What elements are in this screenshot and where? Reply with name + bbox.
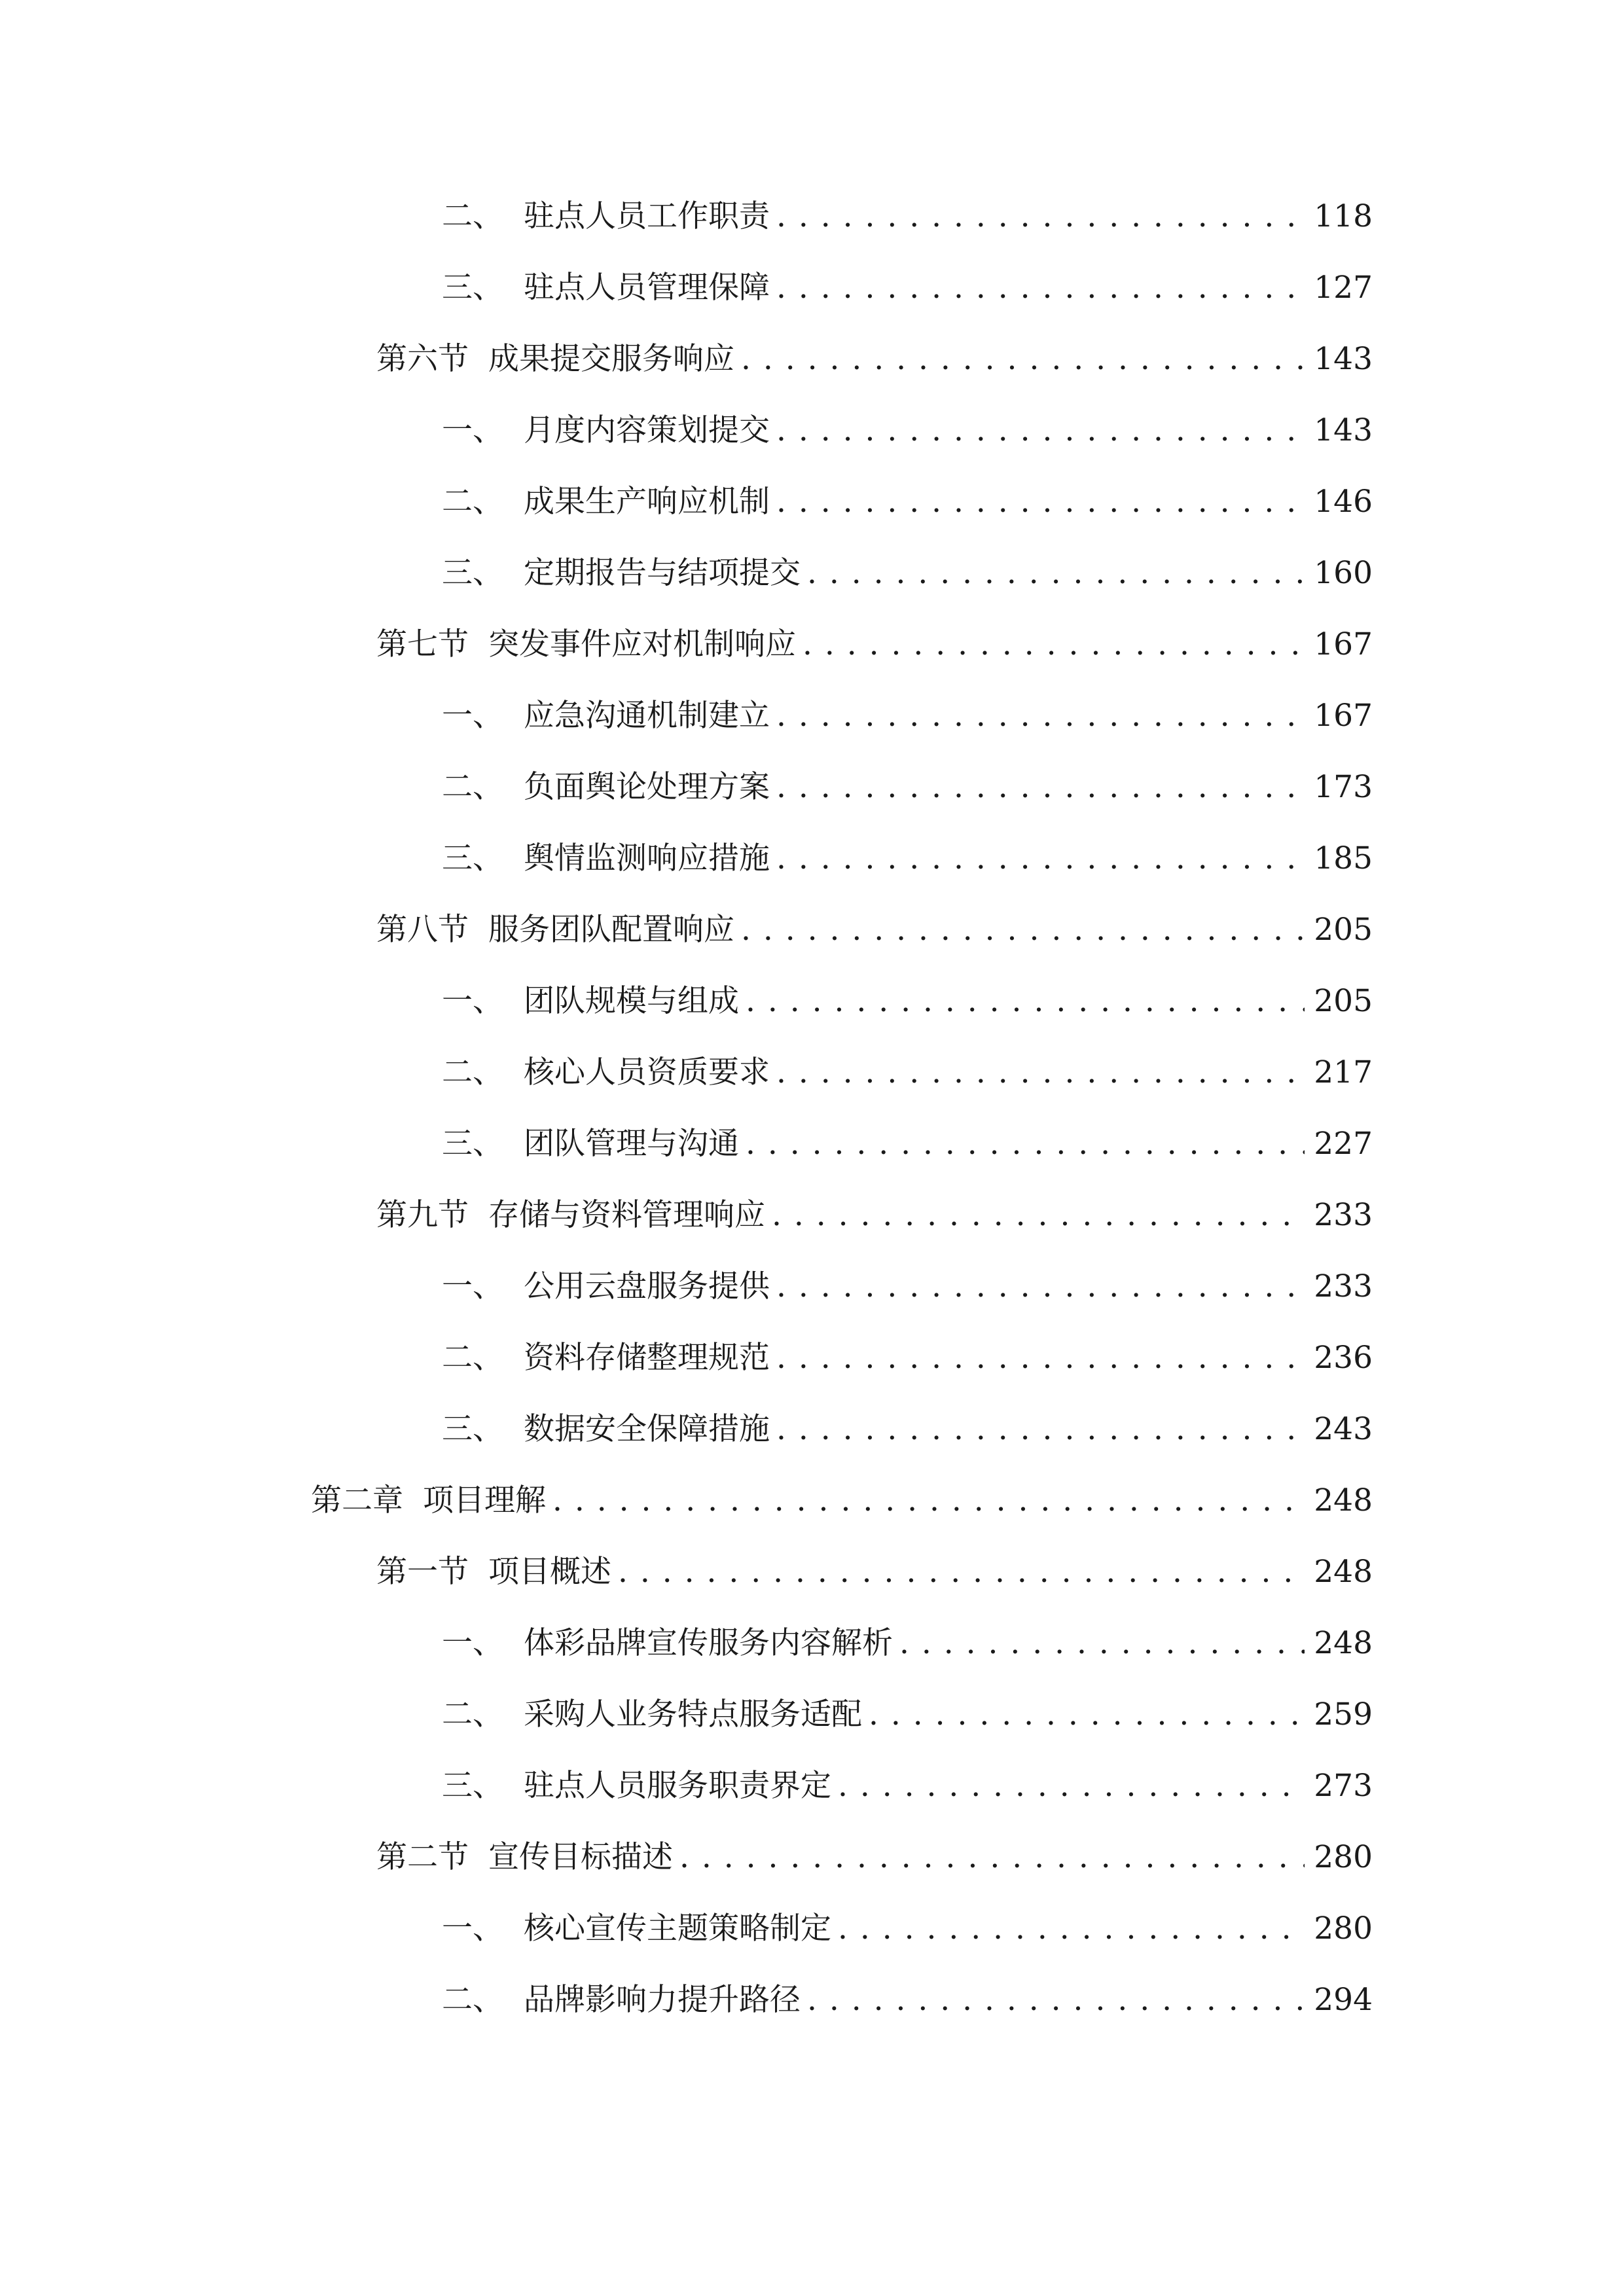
toc-dot-leader <box>776 1264 1305 1310</box>
toc-entry-number: 二、 <box>442 1054 503 1090</box>
toc-dot-leader <box>776 1335 1305 1381</box>
toc-dot-leader <box>776 479 1305 525</box>
toc-entry[interactable] <box>442 1763 1373 1809</box>
toc-entry-title: 服务团队配置响应 <box>488 912 734 948</box>
toc-dot-leader <box>552 1478 1305 1524</box>
toc-dot-leader <box>776 693 1305 739</box>
toc-entry-number: 三、 <box>442 1768 503 1804</box>
toc-entry-number: 第八节 <box>376 912 469 948</box>
toc-entry-title: 应急沟通机制建立 <box>524 698 770 734</box>
toc-entry-title: 团队规模与组成 <box>524 983 739 1019</box>
toc-dot-leader <box>899 1621 1305 1666</box>
toc-entry-number: 一、 <box>442 1268 503 1304</box>
toc-entry-title: 突发事件应对机制响应 <box>488 626 796 662</box>
toc-entry-page: 167 <box>1314 698 1373 734</box>
toc-entry-page: 273 <box>1314 1768 1373 1804</box>
toc-entry[interactable] <box>442 1121 1373 1167</box>
toc-entry[interactable] <box>376 336 1373 382</box>
toc-entry-page: 118 <box>1314 198 1373 234</box>
toc-dot-leader <box>746 978 1305 1024</box>
toc-dot-leader <box>838 1763 1305 1809</box>
toc-entry[interactable] <box>442 836 1373 882</box>
toc-entry-title: 团队管理与沟通 <box>524 1126 739 1162</box>
toc-entry-page: 259 <box>1314 1696 1373 1732</box>
toc-entry-number: 一、 <box>442 698 503 734</box>
toc-entry-page: 167 <box>1314 626 1373 662</box>
toc-entry-page: 143 <box>1314 412 1373 448</box>
toc-entry[interactable] <box>442 408 1373 454</box>
toc-dot-leader <box>776 764 1305 810</box>
toc-dot-leader <box>776 265 1305 311</box>
toc-entry-page: 205 <box>1314 983 1373 1019</box>
toc-entry[interactable] <box>376 622 1373 668</box>
toc-entry-page: 233 <box>1314 1197 1373 1233</box>
toc-entry-title: 项目概述 <box>488 1554 611 1590</box>
toc-entry-number: 第九节 <box>376 1197 469 1233</box>
toc-entry-title: 舆情监测响应措施 <box>524 840 770 876</box>
toc-entry-number: 三、 <box>442 840 503 876</box>
toc-entry-title: 品牌影响力提升路径 <box>524 1982 801 2018</box>
toc-entry[interactable] <box>311 1478 1373 1524</box>
toc-entry-title: 项目理解 <box>423 1482 546 1518</box>
toc-entry-number: 三、 <box>442 270 503 306</box>
toc-dot-leader <box>746 1121 1305 1167</box>
toc-entry-title: 公用云盘服务提供 <box>524 1268 770 1304</box>
toc-entry-title: 核心宣传主题策略制定 <box>524 1910 831 1946</box>
toc-entry[interactable] <box>442 693 1373 739</box>
toc-entry-page: 227 <box>1314 1126 1373 1162</box>
toc-entry-page: 146 <box>1314 484 1373 520</box>
toc-entry-title: 采购人业务特点服务适配 <box>524 1696 862 1732</box>
toc-entry-number: 二、 <box>442 198 503 234</box>
toc-entry-page: 217 <box>1314 1054 1373 1090</box>
toc-dot-leader <box>776 1050 1305 1096</box>
toc-entry[interactable] <box>442 1692 1373 1738</box>
toc-entry-title: 核心人员资质要求 <box>524 1054 770 1090</box>
toc-dot-leader <box>869 1692 1305 1738</box>
toc-entry[interactable] <box>442 1977 1373 2023</box>
toc-entry[interactable] <box>442 194 1373 240</box>
toc-dot-leader <box>679 1835 1305 1880</box>
toc-dot-leader <box>776 836 1305 882</box>
toc-entry[interactable] <box>442 978 1373 1024</box>
toc-entry-page: 205 <box>1314 912 1373 948</box>
toc-entry-page: 233 <box>1314 1268 1373 1304</box>
toc-dot-leader <box>776 194 1305 240</box>
toc-entry-title: 成果提交服务响应 <box>488 341 734 377</box>
toc-entry[interactable] <box>442 550 1373 596</box>
toc-entry-number: 一、 <box>442 1625 503 1661</box>
toc-entry-number: 第二节 <box>376 1839 469 1875</box>
toc-dot-leader <box>772 1193 1305 1238</box>
toc-entry-page: 280 <box>1314 1839 1373 1875</box>
toc-entry-number: 二、 <box>442 769 503 805</box>
toc-entry-title: 成果生产响应机制 <box>524 484 770 520</box>
toc-entry[interactable] <box>442 1050 1373 1096</box>
toc-entry-number: 一、 <box>442 983 503 1019</box>
toc-entry[interactable] <box>442 479 1373 525</box>
toc-entry[interactable] <box>442 764 1373 810</box>
toc-entry-page: 243 <box>1314 1411 1373 1447</box>
toc-entry-number: 第七节 <box>376 626 469 662</box>
toc-entry-page: 248 <box>1314 1554 1373 1590</box>
toc-entry-number: 三、 <box>442 1126 503 1162</box>
toc-entry[interactable] <box>442 1906 1373 1952</box>
toc-entry[interactable] <box>376 1835 1373 1880</box>
toc-entry-number: 二、 <box>442 1982 503 2018</box>
toc-entry-page: 248 <box>1314 1482 1373 1518</box>
toc-entry-number: 第一节 <box>376 1554 469 1590</box>
toc-entry-title: 宣传目标描述 <box>488 1839 673 1875</box>
toc-entry-title: 存储与资料管理响应 <box>488 1197 765 1233</box>
toc-dot-leader <box>776 1407 1305 1452</box>
toc-entry-title: 月度内容策划提交 <box>524 412 770 448</box>
toc-entry-title: 驻点人员工作职责 <box>524 198 770 234</box>
toc-entry[interactable] <box>442 1621 1373 1666</box>
toc-entry-number: 二、 <box>442 484 503 520</box>
toc-entry[interactable] <box>442 1335 1373 1381</box>
toc-dot-leader <box>807 1977 1305 2023</box>
toc-entry-number: 二、 <box>442 1696 503 1732</box>
toc-entry-title: 数据安全保障措施 <box>524 1411 770 1447</box>
toc-entry-page: 143 <box>1314 341 1373 377</box>
toc-entry-number: 一、 <box>442 1910 503 1946</box>
toc-dot-leader <box>618 1549 1305 1595</box>
toc-entry-title: 驻点人员服务职责界定 <box>524 1768 831 1804</box>
toc-entry-number: 一、 <box>442 412 503 448</box>
toc-entry-number: 二、 <box>442 1340 503 1376</box>
toc-dot-leader <box>776 408 1305 454</box>
toc-entry[interactable] <box>442 1264 1373 1310</box>
toc-entry-number: 第二章 <box>311 1482 403 1518</box>
toc-entry-page: 294 <box>1314 1982 1373 2018</box>
toc-entry[interactable] <box>376 1193 1373 1238</box>
toc-entry-page: 127 <box>1314 270 1373 306</box>
toc-entry[interactable] <box>442 265 1373 311</box>
toc-entry-title: 定期报告与结项提交 <box>524 555 801 591</box>
toc-entry-title: 资料存储整理规范 <box>524 1340 770 1376</box>
toc-entry-title: 驻点人员管理保障 <box>524 270 770 306</box>
toc-entry-page: 280 <box>1314 1910 1373 1946</box>
toc-dot-leader <box>741 336 1305 382</box>
toc-entry-page: 173 <box>1314 769 1373 805</box>
toc-dot-leader <box>807 550 1305 596</box>
toc-dot-leader <box>741 907 1305 953</box>
toc-entry-number: 第六节 <box>376 341 469 377</box>
toc-entry-number: 三、 <box>442 555 503 591</box>
toc-entry-title: 负面舆论处理方案 <box>524 769 770 805</box>
toc-entry-page: 236 <box>1314 1340 1373 1376</box>
toc-entry-page: 248 <box>1314 1625 1373 1661</box>
toc-dot-leader <box>838 1906 1305 1952</box>
toc-entry[interactable] <box>376 1549 1373 1595</box>
toc-entry-title: 体彩品牌宣传服务内容解析 <box>524 1625 893 1661</box>
toc-dot-leader <box>803 622 1305 668</box>
toc-entry-number: 三、 <box>442 1411 503 1447</box>
toc-entry-page: 160 <box>1314 555 1373 591</box>
toc-entry-page: 185 <box>1314 840 1373 876</box>
toc-entry[interactable] <box>376 907 1373 953</box>
toc-entry[interactable] <box>442 1407 1373 1452</box>
